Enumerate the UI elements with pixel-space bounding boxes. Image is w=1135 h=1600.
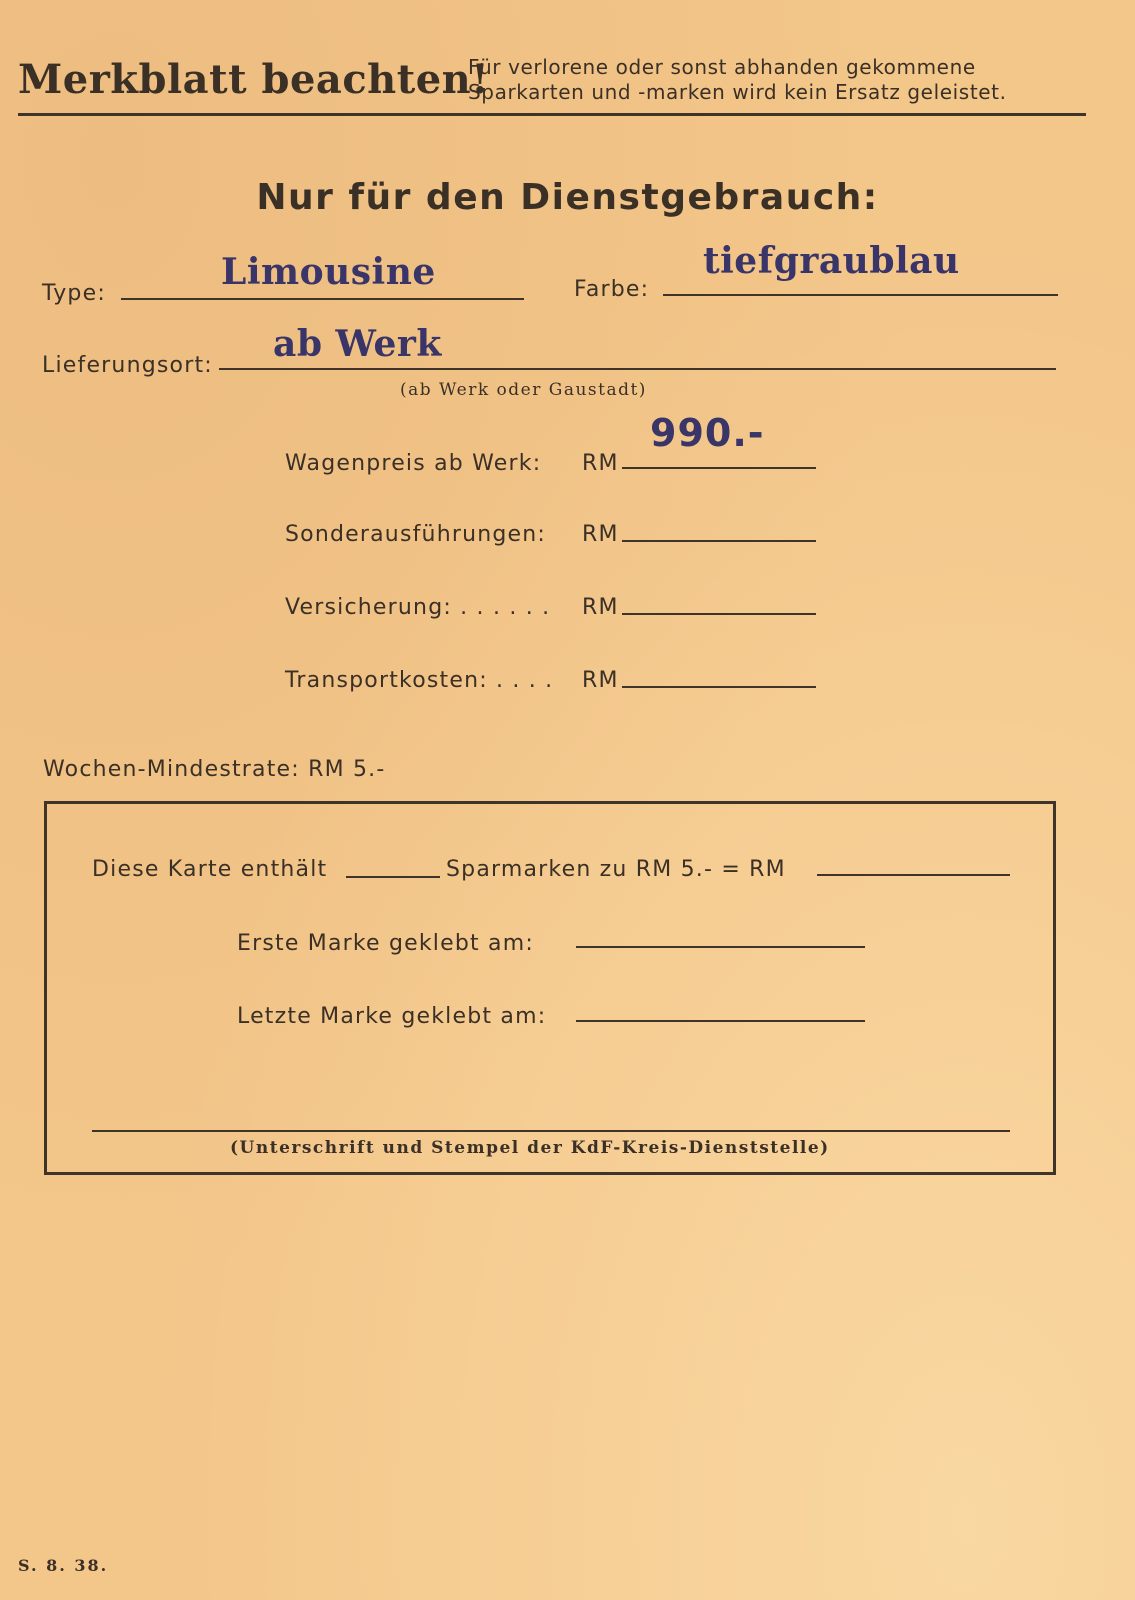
wagenpreis-label: Wagenpreis ab Werk: <box>285 451 542 476</box>
print-code: S. 8. 38. <box>18 1556 109 1575</box>
weekly-rate: Wochen-Mindestrate: RM 5.- <box>43 757 386 782</box>
wagenpreis-value[interactable]: 990.- <box>650 411 765 455</box>
last-stamp-label: Letzte Marke geklebt am: <box>237 1004 547 1029</box>
type-value[interactable]: Limousine <box>221 251 436 293</box>
wagenpreis-line <box>622 467 816 469</box>
lieferungsort-line <box>219 368 1056 370</box>
signature-caption: (Unterschrift und Stempel der KdF-Kreis-Dienststelle) <box>230 1138 830 1158</box>
stamp-count-line[interactable] <box>346 876 440 878</box>
type-line <box>121 298 524 300</box>
farbe-value[interactable]: tiefgraublau <box>703 240 960 282</box>
sonder-label: Sonderausführungen: <box>285 522 547 547</box>
notice-line-2: Sparkarten und -marken wird kein Ersatz geleistet. <box>468 80 1007 104</box>
versicherung-label: Versicherung: . . . . . . <box>285 595 551 620</box>
transport-label: Transportkosten: . . . . <box>285 668 554 693</box>
lieferungsort-value[interactable]: ab Werk <box>273 323 442 365</box>
notice-heading: Merkblatt beachten! <box>18 56 490 103</box>
card-contains-label: Diese Karte enthält <box>92 857 328 882</box>
sonder-line[interactable] <box>622 540 816 542</box>
last-stamp-line[interactable] <box>576 1020 865 1022</box>
transport-line[interactable] <box>622 686 816 688</box>
farbe-line <box>663 294 1058 296</box>
first-stamp-line[interactable] <box>576 946 865 948</box>
versicherung-currency: RM <box>582 595 619 620</box>
lieferungsort-label: Lieferungsort: <box>42 353 213 378</box>
lieferungsort-hint: (ab Werk oder Gaustadt) <box>400 380 647 400</box>
stamps-at-label: Sparmarken zu RM 5.- = RM <box>446 857 786 882</box>
notice-line-1: Für verlorene oder sonst abhanden gekommene <box>468 55 976 79</box>
section-title: Nur für den Dienstgebrauch: <box>256 177 879 218</box>
signature-line[interactable] <box>92 1130 1010 1132</box>
versicherung-line[interactable] <box>622 613 816 615</box>
farbe-label: Farbe: <box>574 277 650 302</box>
header-rule <box>18 113 1086 116</box>
sonder-currency: RM <box>582 522 619 547</box>
transport-currency: RM <box>582 668 619 693</box>
wagenpreis-currency: RM <box>582 451 619 476</box>
notice-text <box>468 55 1007 105</box>
type-label: Type: <box>42 281 106 306</box>
first-stamp-label: Erste Marke geklebt am: <box>237 931 534 956</box>
total-amount-line[interactable] <box>817 874 1010 876</box>
